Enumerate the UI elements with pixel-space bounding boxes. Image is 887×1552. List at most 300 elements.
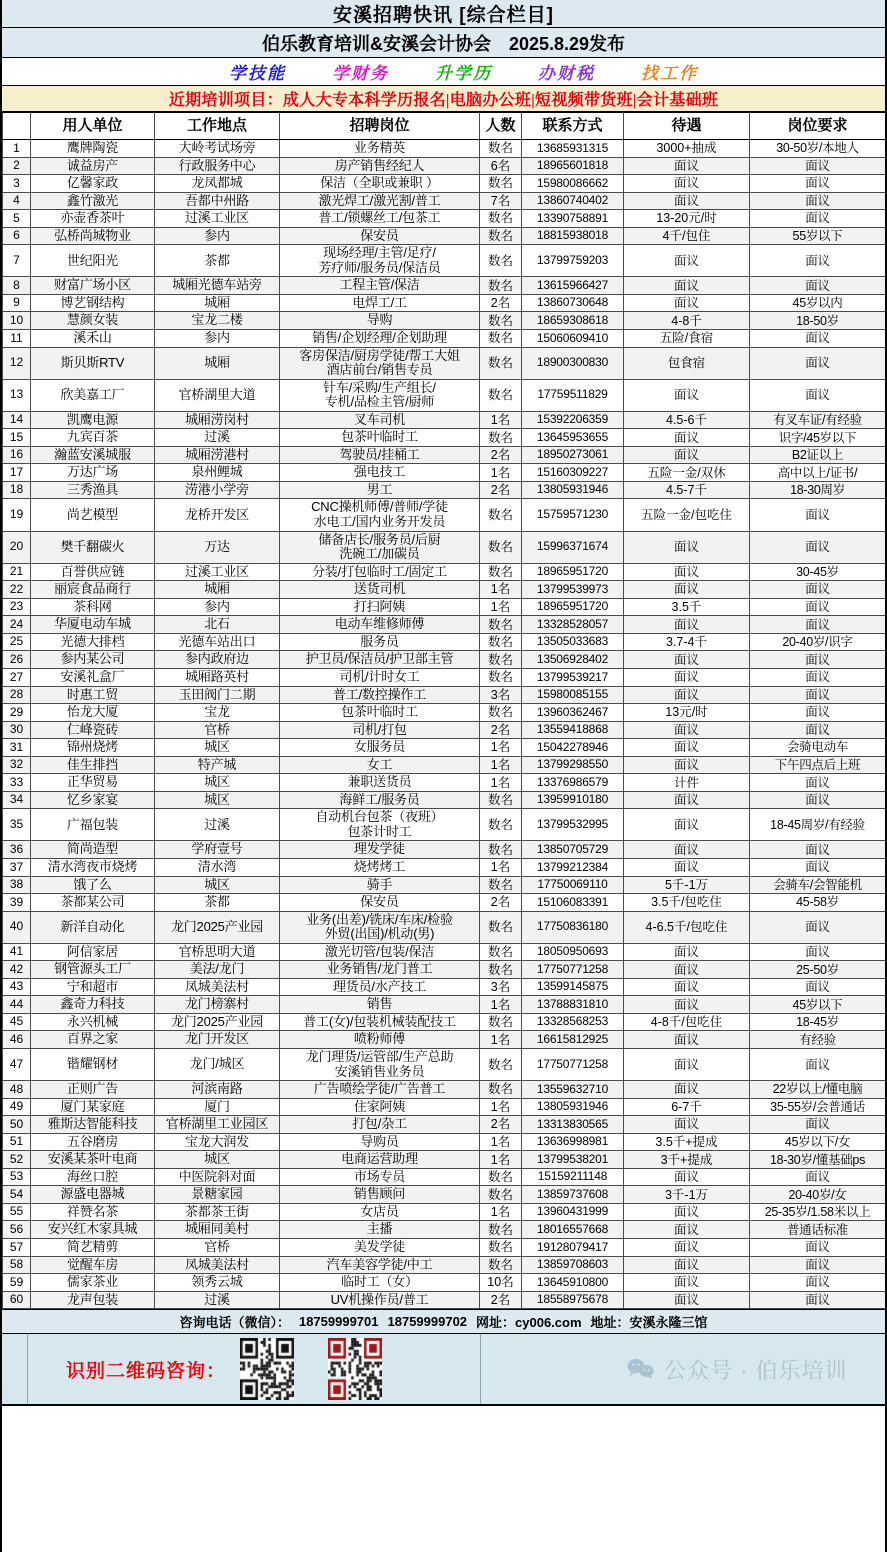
office-address: 地址：安溪永隆三馆 (590, 1315, 708, 1331)
row-salary: 面议 (624, 686, 750, 704)
row-salary: 面议 (624, 651, 750, 669)
row-requirements: 20-40岁/识字 (750, 633, 886, 651)
job-listing-body (3, 140, 886, 1309)
row-location: 领秀云城 (155, 1274, 280, 1292)
row-contact[interactable]: 13559632710 (522, 1081, 624, 1099)
footer-contact-bar (2, 1309, 885, 1334)
row-headcount: 7名 (480, 192, 522, 210)
row-index: 51 (3, 1133, 31, 1151)
table-row (3, 911, 886, 943)
row-requirements: 面议 (750, 1256, 886, 1274)
row-employer: 饿了么 (31, 876, 155, 894)
row-location: 过溪工业区 (155, 563, 280, 581)
row-requirements: 面议 (750, 347, 886, 379)
row-headcount: 2名 (480, 1116, 522, 1134)
row-employer: 厦门某家庭 (31, 1098, 155, 1116)
row-position: CNC操机师傅/普师/学徒 水电工/国内业务开发员 (280, 499, 480, 531)
row-position: 骑手 (280, 876, 480, 894)
row-position: 电动车维修师傅 (280, 616, 480, 634)
row-employer: 永兴机械 (31, 1013, 155, 1031)
row-employer: 五谷磨房 (31, 1133, 155, 1151)
row-requirements: 35-55岁/会普通话 (750, 1098, 886, 1116)
row-contact[interactable]: 13799539973 (522, 581, 624, 599)
row-employer: 参内某公司 (31, 651, 155, 669)
row-contact[interactable]: 15980085155 (522, 686, 624, 704)
row-position: 广告喷绘学徒/广告普工 (280, 1081, 480, 1099)
row-requirements: 20-40岁/女 (750, 1186, 886, 1204)
table-row (3, 943, 886, 961)
row-requirements: 18-45周岁/有经验 (750, 809, 886, 841)
row-salary: 面议 (624, 1081, 750, 1099)
row-salary: 3000+抽成 (624, 140, 750, 158)
row-headcount: 数名 (480, 312, 522, 330)
row-employer: 正华贸易 (31, 774, 155, 792)
table-row (3, 245, 886, 277)
row-requirements: 面议 (750, 192, 886, 210)
row-salary: 包食宿 (624, 347, 750, 379)
row-contact[interactable]: 15106083391 (522, 894, 624, 912)
row-contact[interactable]: 13860730648 (522, 294, 624, 312)
row-index: 31 (3, 739, 31, 757)
row-location: 中医院斜对面 (155, 1168, 280, 1186)
contact-label: 咨询电话（微信）： (179, 1315, 290, 1331)
row-employer: 樊千翻碳火 (31, 531, 155, 563)
row-location: 茶都茶王街 (155, 1203, 280, 1221)
row-position: 理货员/水产技工 (280, 978, 480, 996)
row-index: 40 (3, 911, 31, 943)
row-index: 25 (3, 633, 31, 651)
row-employer: 祥赞名茶 (31, 1203, 155, 1221)
row-location: 城厢涝港村 (155, 446, 280, 464)
row-salary: 面议 (624, 277, 750, 295)
table-row (3, 210, 886, 228)
row-location: 城区 (155, 876, 280, 894)
row-location: 过溪 (155, 1291, 280, 1309)
row-index: 26 (3, 651, 31, 669)
row-requirements: 面议 (750, 686, 886, 704)
row-contact[interactable]: 13959910180 (522, 791, 624, 809)
row-location: 城区 (155, 774, 280, 792)
row-employer: 简艺精剪 (31, 1239, 155, 1257)
row-contact[interactable]: 13645953655 (522, 429, 624, 447)
row-headcount: 2名 (480, 294, 522, 312)
row-position: 电商运营助理 (280, 1151, 480, 1169)
row-headcount: 数名 (480, 633, 522, 651)
row-salary: 面议 (624, 175, 750, 193)
row-salary: 4千/包住 (624, 227, 750, 245)
row-salary: 面议 (624, 1274, 750, 1292)
row-salary: 面议 (624, 841, 750, 859)
row-position: 喷粉师傅 (280, 1031, 480, 1049)
table-row (3, 756, 886, 774)
row-salary: 面议 (624, 1203, 750, 1221)
row-requirements: 识字/45岁以下 (750, 429, 886, 447)
row-salary: 面议 (624, 721, 750, 739)
row-index: 50 (3, 1116, 31, 1134)
row-location: 吾都中州路 (155, 192, 280, 210)
row-requirements: 面议 (750, 616, 886, 634)
row-employer: 钢管源头工厂 (31, 961, 155, 979)
row-requirements: 下午四点后上班 (750, 756, 886, 774)
row-position: 自动机台包茶（夜班） 包茶计时工 (280, 809, 480, 841)
row-contact[interactable]: 17750836180 (522, 911, 624, 943)
qr-code-secondary[interactable] (328, 1338, 382, 1400)
row-position: 激光焊工/激光割/普工 (280, 192, 480, 210)
contact-phone-2[interactable]: 18759999702 (387, 1314, 468, 1330)
row-headcount: 10名 (480, 1274, 522, 1292)
row-headcount: 1名 (480, 464, 522, 482)
row-contact[interactable]: 19128079417 (522, 1239, 624, 1257)
row-requirements: 面议 (750, 1291, 886, 1309)
row-contact[interactable]: 15392206359 (522, 411, 624, 429)
row-contact[interactable]: 18965951720 (522, 598, 624, 616)
row-index: 11 (3, 330, 31, 348)
row-index: 34 (3, 791, 31, 809)
row-index: 39 (3, 894, 31, 912)
row-requirements: 面议 (750, 721, 886, 739)
col-salary: 待遇 (624, 113, 750, 140)
row-location: 龙凤都城 (155, 175, 280, 193)
row-employer: 茶都某公司 (31, 894, 155, 912)
row-contact[interactable]: 13390758891 (522, 210, 624, 228)
row-position: 临时工（女） (280, 1274, 480, 1292)
row-contact[interactable]: 13799539217 (522, 668, 624, 686)
row-contact[interactable]: 13313830565 (522, 1116, 624, 1134)
row-position: 房产销售经纪人 (280, 157, 480, 175)
table-row (3, 721, 886, 739)
row-contact[interactable]: 15160309227 (522, 464, 624, 482)
row-position: 送货司机 (280, 581, 480, 599)
qr-left-rail (2, 1334, 28, 1404)
row-contact[interactable]: 13328568253 (522, 1013, 624, 1031)
row-index: 15 (3, 429, 31, 447)
table-row (3, 704, 886, 722)
row-salary: 面议 (624, 1168, 750, 1186)
row-salary: 4-6.5千/包吃住 (624, 911, 750, 943)
row-salary: 4-8千 (624, 312, 750, 330)
table-row (3, 598, 886, 616)
row-salary: 面议 (624, 756, 750, 774)
row-contact[interactable]: 13799759203 (522, 245, 624, 277)
row-position: 保安员 (280, 894, 480, 912)
row-contact[interactable]: 13645910800 (522, 1274, 624, 1292)
row-location: 城厢路英村 (155, 668, 280, 686)
row-salary: 面议 (624, 294, 750, 312)
row-employer: 世纪阳光 (31, 245, 155, 277)
row-employer: 鹰牌陶瓷 (31, 140, 155, 158)
row-salary: 3.7-4千 (624, 633, 750, 651)
row-index: 7 (3, 245, 31, 277)
row-position: 打扫阿姨 (280, 598, 480, 616)
row-requirements: 55岁以下 (750, 227, 886, 245)
row-location: 茶都 (155, 245, 280, 277)
row-contact[interactable]: 18050950693 (522, 943, 624, 961)
row-contact[interactable]: 13799532995 (522, 809, 624, 841)
row-location: 龙桥开发区 (155, 499, 280, 531)
row-location: 过溪 (155, 809, 280, 841)
row-index: 13 (3, 379, 31, 411)
table-row (3, 774, 886, 792)
row-headcount: 2名 (480, 721, 522, 739)
row-headcount: 1名 (480, 1031, 522, 1049)
row-requirements: 30-50岁/本地人 (750, 140, 886, 158)
row-contact[interactable]: 18950273061 (522, 446, 624, 464)
row-index: 1 (3, 140, 31, 158)
table-row (3, 633, 886, 651)
row-requirements: 22岁以上/懂电脑 (750, 1081, 886, 1099)
row-location: 凤城美法村 (155, 1256, 280, 1274)
table-row (3, 1098, 886, 1116)
row-requirements: 普通话标准 (750, 1221, 886, 1239)
row-employer: 鑫竹激光 (31, 192, 155, 210)
row-contact[interactable]: 13328528057 (522, 616, 624, 634)
table-row (3, 1081, 886, 1099)
row-requirements: 45岁以下 (750, 996, 886, 1014)
row-requirements: 面议 (750, 1048, 886, 1080)
table-row (3, 1256, 886, 1274)
row-headcount: 数名 (480, 961, 522, 979)
row-employer: 万达广场 (31, 464, 155, 482)
row-salary: 面议 (624, 961, 750, 979)
row-contact[interactable]: 18965951720 (522, 563, 624, 581)
table-row (3, 996, 886, 1014)
row-contact[interactable]: 18900300830 (522, 347, 624, 379)
row-requirements: 面议 (750, 651, 886, 669)
row-headcount: 3名 (480, 686, 522, 704)
row-headcount: 2名 (480, 481, 522, 499)
row-headcount: 3名 (480, 978, 522, 996)
row-location: 学府壹号 (155, 841, 280, 859)
row-contact[interactable]: 17750771258 (522, 1048, 624, 1080)
row-employer: 百誉供应链 (31, 563, 155, 581)
row-index: 42 (3, 961, 31, 979)
row-employer: 诚益房产 (31, 157, 155, 175)
table-row (3, 347, 886, 379)
row-position: 理发学徒 (280, 841, 480, 859)
row-contact[interactable]: 17750069110 (522, 876, 624, 894)
row-headcount: 数名 (480, 429, 522, 447)
row-salary: 4.5-6千 (624, 411, 750, 429)
table-row (3, 140, 886, 158)
row-contact[interactable]: 13376986579 (522, 774, 624, 792)
row-headcount: 数名 (480, 499, 522, 531)
row-contact[interactable]: 13799538201 (522, 1151, 624, 1169)
row-contact[interactable]: 18965601818 (522, 157, 624, 175)
row-contact[interactable]: 13685931315 (522, 140, 624, 158)
row-employer: 阿信家居 (31, 943, 155, 961)
row-contact[interactable]: 13859708603 (522, 1256, 624, 1274)
table-row (3, 499, 886, 531)
row-index: 24 (3, 616, 31, 634)
service-tag-4: 找工作 (641, 64, 698, 83)
row-headcount: 数名 (480, 531, 522, 563)
row-requirements: 18-45岁 (750, 1013, 886, 1031)
row-employer: 清水湾夜市烧烤 (31, 858, 155, 876)
row-salary: 面议 (624, 531, 750, 563)
table-row (3, 1239, 886, 1257)
row-contact[interactable]: 15159211148 (522, 1168, 624, 1186)
row-contact[interactable]: 13799298550 (522, 756, 624, 774)
row-contact[interactable]: 13799212384 (522, 858, 624, 876)
row-headcount: 1名 (480, 1133, 522, 1151)
row-employer: 斯贝斯RTV (31, 347, 155, 379)
row-index: 27 (3, 668, 31, 686)
row-contact[interactable]: 13788831810 (522, 996, 624, 1014)
row-contact[interactable]: 18558975678 (522, 1291, 624, 1309)
row-contact[interactable]: 15060609410 (522, 330, 624, 348)
row-contact[interactable]: 13505033683 (522, 633, 624, 651)
table-row (3, 1133, 886, 1151)
row-requirements: 面议 (750, 774, 886, 792)
service-tags (2, 58, 885, 86)
website-link[interactable]: 网址：cy006.com (476, 1315, 582, 1331)
row-salary: 面议 (624, 1116, 750, 1134)
row-index: 16 (3, 446, 31, 464)
row-contact[interactable]: 13960431999 (522, 1203, 624, 1221)
table-row (3, 294, 886, 312)
table-row (3, 277, 886, 295)
row-employer: 海丝口腔 (31, 1168, 155, 1186)
row-requirements: 18-50岁 (750, 312, 886, 330)
row-salary: 面议 (624, 563, 750, 581)
qr-code-primary[interactable] (240, 1338, 294, 1400)
row-headcount: 数名 (480, 1048, 522, 1080)
row-requirements: 30-45岁 (750, 563, 886, 581)
row-index: 52 (3, 1151, 31, 1169)
row-position: 业务销售/龙门普工 (280, 961, 480, 979)
col-location: 工作地点 (155, 113, 280, 140)
row-contact[interactable]: 15759571230 (522, 499, 624, 531)
row-position: 激光切管/包装/保洁 (280, 943, 480, 961)
table-row (3, 1203, 886, 1221)
row-salary: 面议 (624, 668, 750, 686)
row-salary: 4-8千/包吃住 (624, 1013, 750, 1031)
row-position: 普工/数控操作工 (280, 686, 480, 704)
row-headcount: 数名 (480, 809, 522, 841)
row-location: 参内 (155, 330, 280, 348)
row-position: 业务精英 (280, 140, 480, 158)
row-contact[interactable]: 13599145875 (522, 978, 624, 996)
row-contact[interactable]: 13615966427 (522, 277, 624, 295)
row-index: 30 (3, 721, 31, 739)
row-contact[interactable]: 13960362467 (522, 704, 624, 722)
row-contact[interactable]: 13506928402 (522, 651, 624, 669)
row-headcount: 数名 (480, 210, 522, 228)
row-position: 普工(女)/包装机械装配技工 (280, 1013, 480, 1031)
page-title: 安溪招聘快讯 [综合栏目] (2, 0, 885, 28)
row-position: 主播 (280, 1221, 480, 1239)
row-location: 北石 (155, 616, 280, 634)
row-employer: 光德大排档 (31, 633, 155, 651)
row-headcount: 1名 (480, 756, 522, 774)
row-index: 49 (3, 1098, 31, 1116)
row-location: 茶都 (155, 894, 280, 912)
contact-phone-1[interactable]: 18759999701 (298, 1314, 379, 1330)
row-requirements: 45岁以下/女 (750, 1133, 886, 1151)
row-index: 3 (3, 175, 31, 193)
row-contact[interactable]: 13805931946 (522, 1098, 624, 1116)
row-position: 烧烤烤工 (280, 858, 480, 876)
row-index: 10 (3, 312, 31, 330)
row-employer: 瀚蓝安溪城服 (31, 446, 155, 464)
row-contact[interactable]: 13850705729 (522, 841, 624, 859)
row-headcount: 数名 (480, 791, 522, 809)
table-row (3, 464, 886, 482)
row-contact[interactable]: 13559418868 (522, 721, 624, 739)
wechat-official-account (627, 1354, 848, 1385)
table-row (3, 563, 886, 581)
table-row (3, 1013, 886, 1031)
table-row (3, 175, 886, 193)
row-requirements: 面议 (750, 210, 886, 228)
row-contact[interactable]: 13805931946 (522, 481, 624, 499)
row-requirements: 面议 (750, 1239, 886, 1257)
row-headcount: 2名 (480, 446, 522, 464)
row-contact[interactable]: 18016557668 (522, 1221, 624, 1239)
row-requirements: 面议 (750, 175, 886, 193)
row-employer: 安溪礼盒厂 (31, 668, 155, 686)
row-employer: 怡龙大厦 (31, 704, 155, 722)
row-requirements: 面议 (750, 157, 886, 175)
row-salary: 3.5千 (624, 598, 750, 616)
row-position: 强电技工 (280, 464, 480, 482)
row-headcount: 1名 (480, 1098, 522, 1116)
row-employer: 锦州烧烤 (31, 739, 155, 757)
row-index: 2 (3, 157, 31, 175)
row-headcount: 数名 (480, 330, 522, 348)
col-requirements: 岗位要求 (750, 113, 886, 140)
table-row (3, 446, 886, 464)
row-headcount: 1名 (480, 774, 522, 792)
row-employer: 亿馨家政 (31, 175, 155, 193)
row-index: 28 (3, 686, 31, 704)
row-requirements: 45岁以内 (750, 294, 886, 312)
row-contact[interactable]: 18815938018 (522, 227, 624, 245)
row-position: 针车/采购/生产组长/ 专机/品检主管/厨师 (280, 379, 480, 411)
row-employer: 仁峰瓷砖 (31, 721, 155, 739)
row-contact[interactable]: 15980086662 (522, 175, 624, 193)
row-position: 市场专员 (280, 1168, 480, 1186)
row-headcount: 数名 (480, 1168, 522, 1186)
row-contact[interactable]: 15042278946 (522, 739, 624, 757)
row-employer: 时惠工贸 (31, 686, 155, 704)
row-headcount: 1名 (480, 411, 522, 429)
row-contact[interactable]: 13859737608 (522, 1186, 624, 1204)
row-headcount: 数名 (480, 668, 522, 686)
row-location: 景糖家园 (155, 1186, 280, 1204)
row-requirements: 面议 (750, 330, 886, 348)
row-contact[interactable]: 17759511829 (522, 379, 624, 411)
row-headcount: 1名 (480, 598, 522, 616)
row-location: 光德车站出口 (155, 633, 280, 651)
row-position: 叉车司机 (280, 411, 480, 429)
row-index: 60 (3, 1291, 31, 1309)
row-contact[interactable]: 13636998981 (522, 1133, 624, 1151)
table-row (3, 739, 886, 757)
row-headcount: 1名 (480, 581, 522, 599)
row-contact[interactable]: 13860740402 (522, 192, 624, 210)
row-contact[interactable]: 16615812925 (522, 1031, 624, 1049)
page-subtitle: 伯乐教育培训&安溪会计协会 2025.8.29发布 (2, 28, 885, 58)
row-location: 龙门2025产业园 (155, 1013, 280, 1031)
row-employer: 华厦电动车城 (31, 616, 155, 634)
row-contact[interactable]: 17750771258 (522, 961, 624, 979)
row-index: 46 (3, 1031, 31, 1049)
row-location: 万达 (155, 531, 280, 563)
row-contact[interactable]: 15996371674 (522, 531, 624, 563)
row-headcount: 数名 (480, 1013, 522, 1031)
row-contact[interactable]: 18659308618 (522, 312, 624, 330)
